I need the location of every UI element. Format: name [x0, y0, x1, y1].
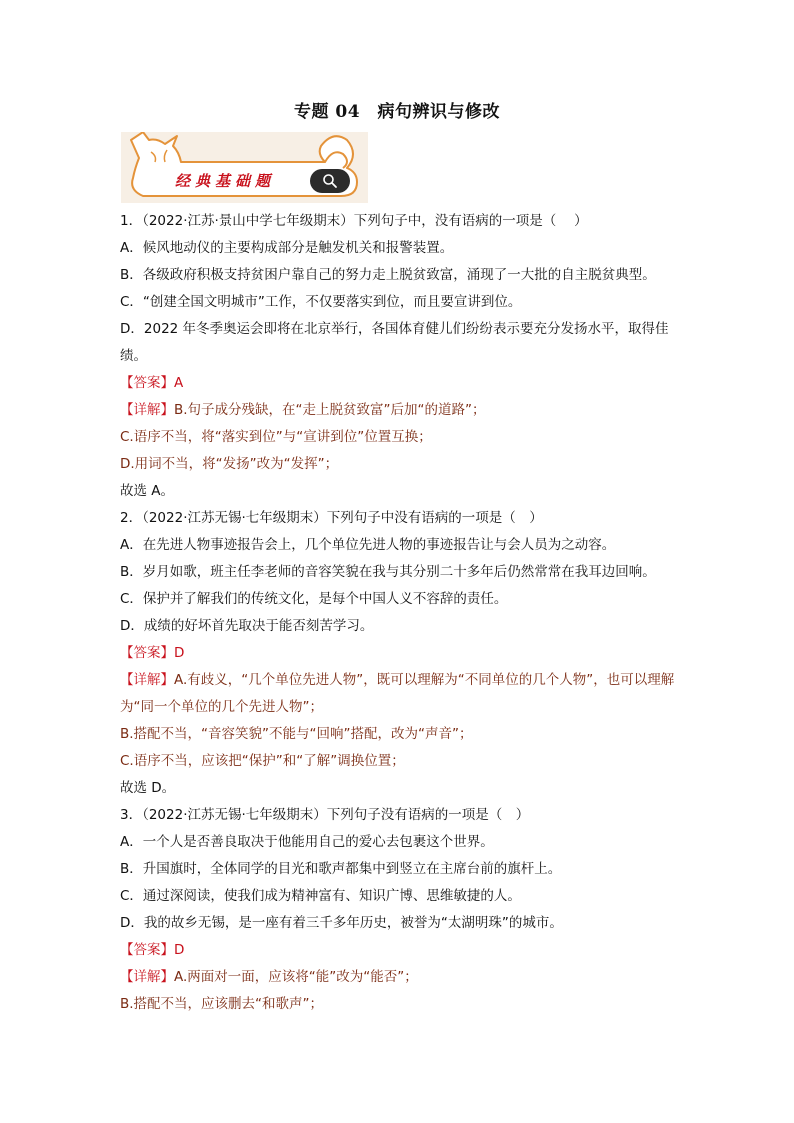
option-c: C．通过深阅读，使我们成为精神富有、知识广博、思维敏捷的人。 — [120, 888, 521, 904]
answer-line: 【答案】D — [120, 645, 185, 661]
option-d: D．成绩的好坏首先取决于能否刻苦学习。 — [120, 618, 374, 634]
analysis-line: C.语序不当，将“落实到位”与“宣讲到位”位置互换； — [120, 429, 432, 445]
option-d: D．2022 年冬季奥运会即将在北京举行，各国体育健儿们纷纷表示要充分发扬水平，取得佳绩。 — [120, 321, 669, 364]
option-b: B．岁月如歌，班主任李老师的音容笑貌在我与其分别二十多年后仍然常常在我耳边回响。 — [120, 564, 656, 580]
analysis-line: B.搭配不当，应该删去“和歌声”； — [120, 996, 324, 1012]
section-banner — [121, 132, 368, 203]
question-2 — [120, 505, 680, 802]
analysis-line: B.搭配不当，“音容笑貌”不能与“回响”搭配，改为“声音”； — [120, 726, 473, 742]
fox-banner-graphic — [121, 132, 368, 203]
question-stem: 2．（2022·江苏无锡·七年级期末）下列句子中没有语病的一项是（ ） — [120, 510, 543, 526]
option-b: B．升国旗时，全体同学的目光和歌声都集中到竖立在主席台前的旗杆上。 — [120, 861, 562, 877]
analysis-line: 【详解】B.句子成分残缺，在“走上脱贫致富”后加“的道路”； — [120, 402, 486, 418]
question-stem: 1．（2022·江苏·景山中学七年级期末）下列句子中，没有语病的一项是（ ） — [120, 213, 588, 229]
question-source: （2022·江苏·景山中学七年级期末） — [142, 213, 354, 229]
analysis-line: D.用词不当，将“发扬”改为“发挥”； — [120, 456, 339, 472]
question-1 — [120, 208, 680, 505]
question-source: （2022·江苏无锡·七年级期末） — [142, 807, 327, 823]
conclusion: 故选 D。 — [120, 780, 176, 796]
question-stem: 3．（2022·江苏无锡·七年级期末）下列句子没有语病的一项是（ ） — [120, 807, 530, 823]
conclusion: 故选 A。 — [120, 483, 175, 499]
answer-line: 【答案】D — [120, 942, 185, 958]
analysis-line: C.语序不当，应该把“保护”和“了解”调换位置； — [120, 753, 405, 769]
option-d: D．我的故乡无锡，是一座有着三千多年历史，被誉为“太湖明珠”的城市。 — [120, 915, 563, 931]
question-list — [120, 208, 680, 1018]
option-b: B．各级政府积极支持贫困户靠自己的努力走上脱贫致富，涌现了一大批的自主脱贫典型。 — [120, 267, 656, 283]
analysis-line: 【详解】A.有歧义，“几个单位先进人物”，既可以理解为“不同单位的几个人物”，也可以理解为“同一个单位的几个先进人物”； — [120, 672, 675, 715]
analysis-line: 【详解】A.两面对一面，应该将“能”改为“能否”； — [120, 969, 418, 985]
page-title: 专题 04 病句辨识与修改 — [293, 102, 501, 122]
option-c: C．保护并了解我们的传统文化，是每个中国人义不容辞的责任。 — [120, 591, 508, 607]
search-icon — [322, 173, 338, 189]
answer-line: 【答案】A — [120, 375, 184, 391]
question-source: （2022·江苏无锡·七年级期末） — [142, 510, 327, 526]
banner-label: 经典基础题 — [175, 172, 276, 190]
option-a: A．一个人是否善良取决于他能用自己的爱心去包裹这个世界。 — [120, 834, 494, 850]
question-3 — [120, 802, 680, 1018]
option-c: C．“创建全国文明城市”工作，不仅要落实到位，而且要宣讲到位。 — [120, 294, 522, 310]
option-a: A．候风地动仪的主要构成部分是触发机关和报警装置。 — [120, 240, 454, 256]
option-a: A．在先进人物事迹报告会上，几个单位先进人物的事迹报告让与会人员为之动容。 — [120, 537, 616, 553]
